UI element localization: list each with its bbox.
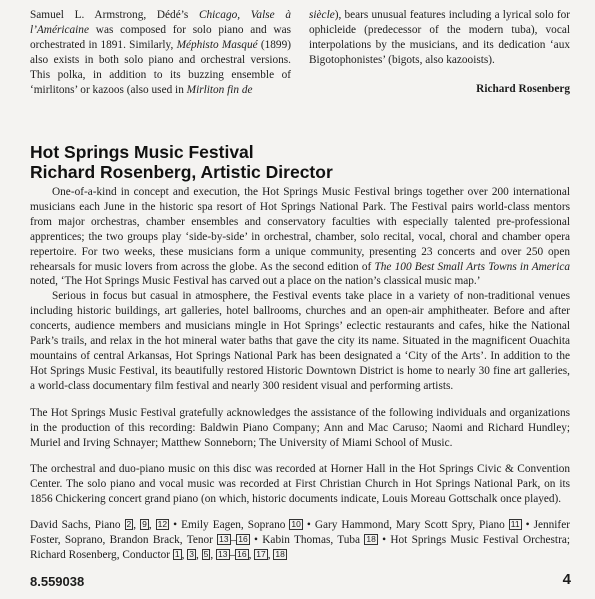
track-number: 3: [189, 548, 194, 559]
track-number: 5: [203, 548, 209, 559]
track-number: 18: [275, 548, 285, 559]
left-column-text: Samuel L. Armstrong, Dédé’s Chicago, Valse à l’Américaine was composed for solo piano and was orchestrated in 1891. Similarly, Méphisto Masqué (1899) also exists in both solo piano and orchestral versions. This polka, in addition to its buzzing ensemble of ‘mirlitons’ or kazoos (also used in Mirliton fin de: [30, 9, 291, 97]
track-number: 18: [366, 533, 376, 544]
page-number: 4: [562, 571, 571, 588]
section-heading: [30, 142, 570, 182]
heading-title: Hot Springs Music Festival: [30, 142, 254, 162]
italic-title: siècle: [309, 9, 335, 21]
catalogue-number: 8.559038: [30, 574, 85, 589]
performer-credits: David Sachs, Piano 2 , 9 , 12 • Emily Eagen, Soprano 10 • Gary Hammond, Mary Scott Spry, Piano 11 • Jennifer Foster, Soprano, Brandon Brack, Tenor 13 – 16 • Kabin Thomas, Tuba 18 • Hot Springs Music Festival Orchestra; Richard Rosenberg, Conductor 1 , 3 , 5 , 13 – 16 , 17 , 18: [30, 519, 570, 561]
italic-title: Méphisto Masqué: [176, 39, 258, 52]
track-number: 12: [157, 519, 168, 529]
left-column: [30, 8, 291, 99]
heading-subtitle: Richard Rosenberg, Artistic Director: [30, 162, 333, 182]
track-number: 16: [238, 533, 248, 544]
festival-body: [30, 185, 570, 507]
track-number: 13: [219, 533, 229, 544]
paragraph-venues: Serious in focus but casual in atmosphere, the Festival events take place in a variety of non-traditional venues including historic buildings, art galleries, hotel ballrooms, churches and an open-air amphitheater. Before and after concerts, audience members and musicians mingle in Hot Springs’ eclectic restaurants and cafes, hike the National Park’s trails, and relax in the hot mineral water baths that gave the city its name. Situated in the magnificent Ouachita mountains of central Arkansas, Hot Springs National Park has been designated a ‘City of the Arts’. In addition to the Hot Springs Music Festival, its beautifully restored Historic Downtown District is home to nearly 30 fine art galleries, a world-class documentary film festival and nearly 300 resident visual and performing artists.: [30, 290, 570, 392]
italic-title: Mirliton fin de: [186, 84, 253, 97]
track-number: 2: [126, 519, 132, 529]
track-number: 11: [510, 519, 520, 529]
right-column-text: siècle), bears unusual features including a lyrical solo for ophicleide (predecessor of the modern tuba), vocal interpolations by the musicians, and its dedication ‘aux Bigotophonistes’ (bigots, also kazooists).: [309, 9, 570, 67]
italic-title: Chicago, Valse à l’Américaine: [30, 9, 291, 37]
track-number: 13: [218, 548, 228, 559]
italic-title: The 100 Best Small Arts Towns in America: [374, 260, 570, 273]
track-number: 16: [237, 548, 247, 559]
track-number: 1: [174, 548, 180, 559]
paragraph-acknowledgements: The Hot Springs Music Festival gratefully acknowledges the assistance of the following individuals and organizations in the production of this recording: Baldwin Piano Company; Ann and Mac Caruso; Naomi and Richard Hundley; Muriel and Irving Schnayer; Matthew Sonneborn; The University of Miami School of Music.: [30, 406, 570, 449]
track-number: 10: [291, 519, 301, 529]
paragraph-intro: One-of-a-kind in concept and execution, the Hot Springs Music Festival brings together over 200 international musicians each June in the historic spa resort of Hot Springs National Park. The Festival pairs world-class mentors from major orchestras, chamber ensembles and conservatory faculties with especially talented pre-professional apprentices; the two groups play ‘side-by-side’ in orchestral, chamber, solo recital, vocal, choral and chamber opera repertoire. For two weeks, these musicians form a unique community, presenting 23 concerts and over 250 open rehearsals for music lovers from across the globe. As the second edition of The 100 Best Small Arts Towns in America noted, ‘The Hot Springs Music Festival has carved out a place on the nation’s classical music map.’: [30, 186, 570, 288]
right-column: [309, 8, 570, 99]
signature: Richard Rosenberg: [476, 83, 570, 96]
top-columns: [30, 8, 570, 99]
paragraph-recording: The orchestral and duo-piano music on this disc was recorded at Horner Hall in the Hot Springs Civic & Convention Center. The solo piano and vocal music was recorded at First Christian Church in Hot Springs National Park, on its 1856 Chickering concert grand piano (on which, historic documents indicate, Louis Moreau Gottschalk once played).: [30, 463, 570, 506]
track-number: 17: [256, 548, 266, 559]
track-number: 9: [142, 519, 147, 529]
